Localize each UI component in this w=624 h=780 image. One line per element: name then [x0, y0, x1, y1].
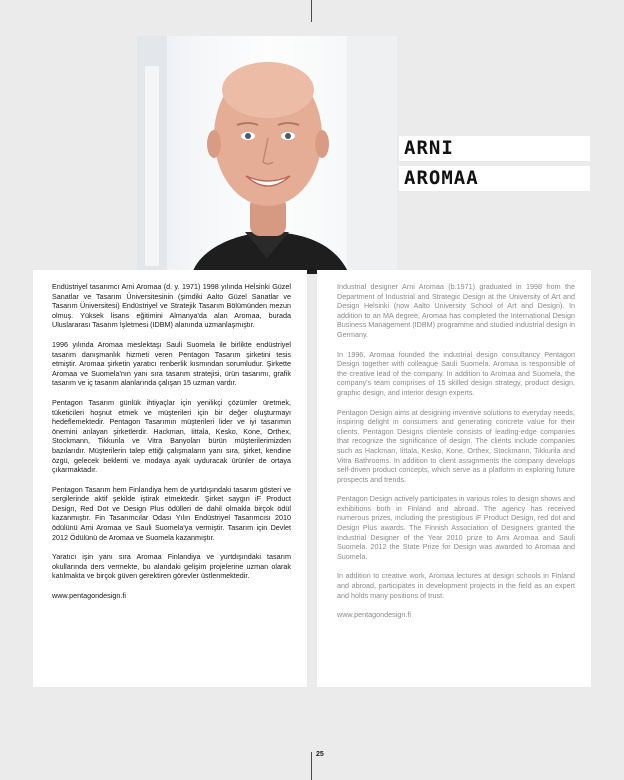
turkish-paragraph: 1996 yılında Aromaa meslektaşı Sauli Suomela ile birlikte endüstriyel tasarım danışmanlık hizmeti veren Pentagon Tasarım şirketini tesis etmiştir. Aromaa şirketin yaratıcı renberlik kısmından sorumludur. Şirkette Aromaa ve Suomela'nın yanı sıra tasarım stratejisi, ürün tasarımı, grafik tasarım ve iç tasarım alanlarında çalışan 15 uzman vardır. [52, 339, 291, 388]
bottom-center-rule [311, 752, 312, 780]
turkish-paragraph: Endüstriyel tasarımcı Arni Aromaa (d. y. 1971) 1998 yılında Helsinki Güzel Sanatlar ve Tasarım Üniversitesinin (şimdiki Aalto Güzel Sanatlar ve Tasarım Üniversitesi) Endüstriyel ve Stratejik Tasarım Bölümünden mezun olmuş. Yüksek lisans eğitimini Almanya'da alan Aromaa, burada Uluslararası Tasarım İşletmesi (IDBM) alanında uzmanlaşmıştır. [52, 282, 291, 330]
name-last-plate: AROMAA [399, 166, 590, 191]
portrait-photo [137, 36, 397, 274]
turkish-paragraph: Pentagon Tasarım hem Finlandiya hem de yurtdışındaki tasarım gösteri ve sergilerinde aktif şekilde iştirak etmektedir. Şirket saygın iF Product Design, Red Dot ve Design Plus ödülleri de dahil olmakla birçok ödül kazanmıştır. Fin Tasarımcılar Odası Yılın Endüstriyel Tasarımcısı 2010 ödülünü Arni Aromaa ve Sauli Suomela'ya vermiştir. Tasarım için Devlet 2012 Ödülünü de Aromaa ve Suomela kazanmıştır. [52, 484, 291, 542]
english-website-link[interactable]: www.pentagondesign.fi [337, 610, 411, 620]
english-column [317, 270, 591, 687]
english-paragraph: In 1996, Aromaa founded the industrial design consultancy Pentagon Design together with colleague Sauli Suomela. Aromaa is responsible of the creative lead of the company. In addition to Aromaa and Suomela, the company's team comprises of 15 skilled design strategy, product design, graphic design, and interior design experts. [337, 349, 575, 397]
english-paragraph: Pentagon Design aims at designing inventive solutions to everyday needs, inspiring delight in consumers and generating concrete value for their clients. Pentagon Designs clientele consists of leading-edge companies that recognize the significance of design. The clients include companies such as Hackman, Iittala, Kesko, Kone, Orthex, Stockmann, Tikkurila and Vitra Bathrooms. In addition to client assignments the company develops self-driven product concepts, which serve as a platform in exploring future prospects and trends. [337, 407, 575, 484]
name-first-plate: ARNI [399, 136, 590, 161]
english-paragraph: In addition to creative work, Aromaa lectures at design schools in Finland and abroad, participates in development projects in the field as an expert and holds many positions of trust. [337, 571, 575, 600]
portrait-illustration [137, 36, 397, 274]
turkish-column [33, 270, 307, 687]
turkish-website-link[interactable]: www.pentagondesign.fi [52, 591, 126, 601]
english-paragraph: Pentagon Design actively participates in various roles to design shows and exhibitions both in Finland and abroad. The agency has received numerous prizes, including the prestigious iF Product Design, red dot and Design Plus awards. The Finnish Association of Designers granted the Industrial Designer of the Year 2010 prize to Arni Aromaa and Sauli Suomela. 2012 the State Prize for Design was awarded to Aromaa and Suomela. [337, 494, 575, 561]
top-center-rule [311, 0, 312, 22]
english-paragraph: Industrial designer Arni Aromaa (b.1971) graduated in 1998 from the Department of Industrial and Strategic Design at the University of Art and Design Helsinki (now Aalto University School of Art and Design). In addition to an MA degree, Aromaa has completed the International Design Business Management (IDBM) programme and studied industrial design in Germany. [337, 282, 575, 339]
turkish-paragraph: Yaratıcı işin yanı sıra Aromaa Finlandiya ve yurtdışındaki tasarım okullarında ders vermekte, bu alandaki gelişim projelerine uzman olarak katılmakta ve birçok güven gerektiren görevler üstlenmektedir. [52, 552, 291, 581]
turkish-paragraph: Pentagon Tasarım günlük ihtiyaçlar için yenilikçi çözümler üretmek, tüketicileri hoşnut etmek ve müşterileri için bir değer oluşturmayı hedeflemektedir. Pentagon Tasarımın müşterileri lider ve iyi tasarımın önemini anlayan şirketlerdir. Hackman, Iittala, Kesko, Kone, Orthex, Stockmann, Tikkurila ve Vitra Banyoları bürün müşterilerimizden bazılarıdır. Müşterilerin talep ettiği çalışmaların yanı sıra, şirket, kendine özgü, gelecek beklenti ve modaya ayak uyduracak ürünler de ortaya çıkarmaktadır. [52, 397, 291, 475]
page-number: 25 [316, 751, 324, 758]
